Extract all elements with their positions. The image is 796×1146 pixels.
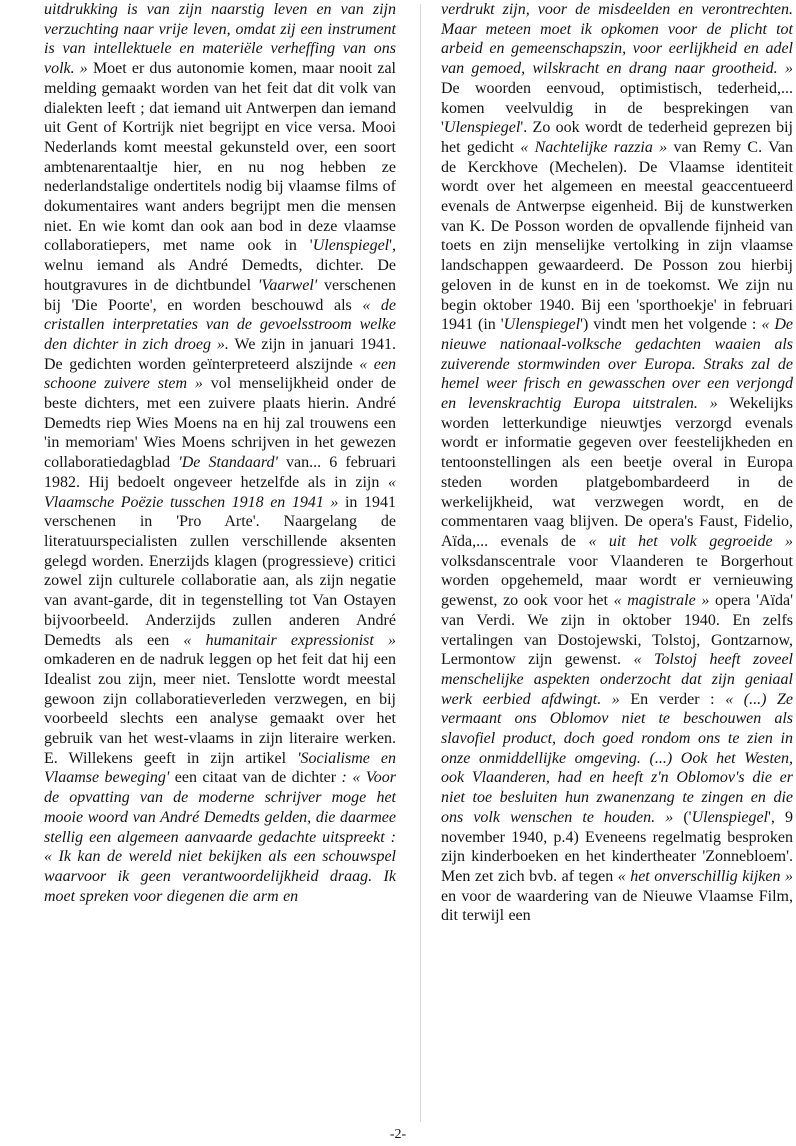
text-run: van Remy C. Van de Kerckhove (Mechelen). De Vlaamse identiteit wordt over het algemeen en meestal geaccentueerd evenals de Antwerpse eigenheid. Bij de kunstwerken van K. De Posson worden de opvallende fijnheid van toets en zijn menselijke vertolking in zijn vlaamse landschappen gewaardeerd. De Posson zou hierbij geloven in de kunst en in de toekomst. We zijn nu begin oktober 1940. Bij een 'sporthoekje' in februari 1941 (in ' [441,138,794,334]
text-run: een citaat van de dichter [169,769,342,787]
text-run: in 1941 verschenen in 'Pro Arte'. Naargelang de literatuurspecialisten zullen verschillende aksenten gelegd worden. Enerzijds klagen (progressieve) critici zowel zijn culturele collaboratie aan, als zijn negatie van avant-garde, dit in tegenstelling tot Van Ostayen bijvoorbeeld. Anderzijds zullen anderen André Demedts als een [44,493,396,649]
text-run: En verder : [619,690,726,708]
text-run: en voor de waardering van de Nieuwe Vlaamse Film, dit terwijl een [441,887,793,925]
right-column [441,0,793,926]
text-run: van... 6 februari 1982. Hij bedoelt ongeveer hetzelfde als in zijn [44,454,396,491]
italic-text-run: « een schoone zuivere stem » [44,355,396,393]
column-divider [420,4,421,1122]
italic-text-run: « Vlaamsche Poëzie tusschen 1918 en 1941 » [44,473,396,511]
text-run: omkaderen en de nadruk leggen op het feit dat hij een Idealist zou zijn, meer niet. Tenslotte wordt meestal gewoon zijn collaboratieverleden verzwegen, en bij voorbeeld slechts een analyse gemaakt over het gebruik van het west-vlaams in zijn literaire werken. E. Willekens geeft in zijn artikel [44,651,396,767]
text-run: volksdanscentrale voor Vlaanderen te Borgerhout worden opgehemeld, maar wordt er vernieuwing gewenst, zo ook voor het [441,552,793,610]
italic-text-run: 'Vaarwel' [257,276,318,294]
text-run: vol menselijkheid onder de beste dichters, met een zuivere plaats hierin. André Demedts riep Wies Moens na en hij zal trouwens een 'in memoriam' Wies Moens schrijven in het gewezen collaboratiedagblad [44,375,396,472]
italic-text-run: 'Socialisme en Vlaamse beweging' [44,749,396,787]
italic-text-run: « magistrale » [613,592,710,610]
text-run: opera 'Aïda' van Verdi. We zijn in oktober 1940. En zelfs vertalingen van Dostojewski, Tolstoj, Gontzarnow, Lermontow zijn gewenst. [441,592,794,669]
italic-text-run: « de cristallen interpretaties van de gevoelsstroom welke den dichter in zich droeg ». [44,296,396,353]
text-run: verschenen bij 'Die Poorte', en worden beschouwd als [44,276,396,314]
left-column [44,0,396,906]
italic-text-run: : « Voor de opvatting van de moderne schrijver moge het mooie woord van André Demedts gelden, die daarmee stellig een algemeen aanvaarde gedachte uitspreekt : « Ik kan de wereld niet bekijken als een schouwspel waarvoor ik geen verantwoordelijkheid draag. Ik moet spreken voor diegenen die arm en [44,769,397,905]
italic-text-run: « het onverschillig kijken » [617,867,793,885]
italic-text-run: 'De Standaard' [178,454,278,472]
italic-text-run: Ulenspiegel [503,316,581,334]
italic-text-run: « humanitair expressionist » [183,631,396,649]
text-run: We zijn in januari 1941. De gedichten worden geïnterpreteerd alszijnde [44,335,396,373]
text-run: ') vindt men het volgende : [580,316,762,334]
italic-text-run: « Nachtelijke razzia » [520,138,668,156]
italic-text-run: « Tolstoj heeft zoveel menschelijke aspekten onderzocht dat zijn geniaal werk eerbied afdwingt. » [441,651,793,708]
page-number: -2- [389,1127,407,1142]
right-column-paragraph [441,0,793,926]
text-run: '. Zo ook wordt de tederheid geprezen bij het gedicht [441,119,793,156]
italic-text-run: « De nieuwe nationaal-volksche gedachten waaien als zuiverende stormwinden over Europa. Straks zal de hemel weer frisch en gewasschen over een verjongd en levenskrachtig Europa uitstralen. » [441,316,793,413]
italic-text-run: « uit het volk gegroeide » [588,532,793,550]
italic-text-run: Ulenspiegel [312,237,390,255]
italic-text-run: « (...) Ze vermaant ons Oblomov niet te beschouwen als slavofiel product, doch goed rondom ons te zien in onze onmiddellijke omgeving. (...) Ook het Westen, ook Vlaanderen, had en heeft z'n Oblomov's die er niet toe besluiten hun zwanenzang te zingen en die ons volk wenschen te houden. » [441,690,793,826]
text-run: (' [673,808,692,826]
left-column-paragraph [44,0,396,906]
text-run: Moet er dus autonomie komen, maar nooit zal melding gemaakt worden van het feit dat dit volk van dialekten leeft ; dat iemand uit Antwerpen dan iemand uit Gent of Kortrijk niet begrijpt en vice versa. Mooi Nederlands komt meestal gekunsteld over, een soort ambtenarentaaltje hier, en nu nog hebben ze nederlandstalige ondertitels nodig bij vlaamse films of dokumentaires want anders begrijpt men die mensen niet. En wie komt dan ook aan bod in deze vlaamse collaboratiepers, met name ook in ' [44,60,396,255]
text-run: ', 9 november 1940, p.4) Eveneens regelmatig besproken zijn kinderboeken en het kindertheater 'Zonnebloem'. Men zet zich bvb. af tegen [441,808,793,885]
text-run: De woorden eenvoud, optimistisch, tederheid,... komen veelvuldig in de besprekingen van ' [441,79,793,137]
italic-text-run: uitdrukking is van zijn naarstig leven en van zijn verzuchting naar vrije leven, omdat zij een instrument is van intellektuele en materiële verheffing van ons volk. » [44,1,396,78]
italic-text-run: verdrukt zijn, voor de misdeelden en verontrechten. Maar meteen moet ik opkomen voor de plicht tot arbeid en gemeenschapszin, voor eerlijkheid en adel van gemoed, wilskracht en drang naar grootheid. » [441,1,793,78]
italic-text-run: Ulenspiegel [443,119,521,137]
text-run: ', welnu iemand als André Demedts, dichter. De houtgravures in de dichtbundel [44,237,396,294]
italic-text-run: Ulenspiegel [691,808,768,826]
text-run: Wekelijks worden letterkundige nieuwtjes verzorgd evenals wordt er informatie gegeven over feestelijkheden en tentoonstellingen als een beetje overal in Europa steden worden platgebombardeerd in de werkelijkheid, wat verzwegen wordt, en de commentaren vaag blijven. De opera's Faust, Fidelio, Aïda,... evenals de [441,395,793,550]
